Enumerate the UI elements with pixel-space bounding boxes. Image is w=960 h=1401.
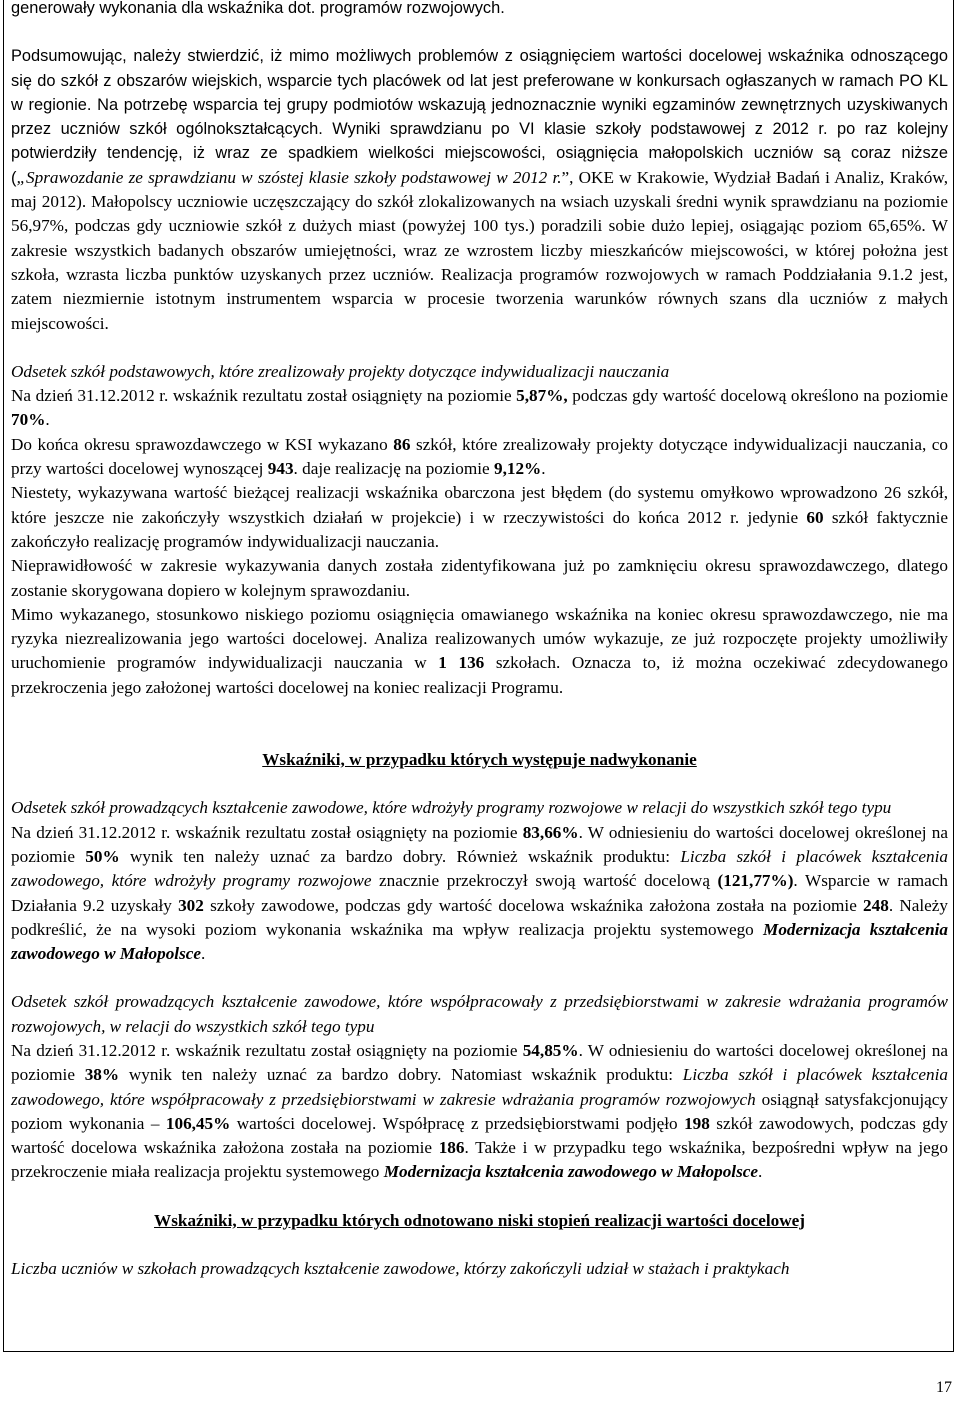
text-run: . Także i w przypadku tego wskaźnika, bezpośredni wpływ na jego przekroczenie miała realizacja projektu systemowego	[11, 1138, 948, 1182]
value-bold: 54,85%	[522, 1040, 579, 1060]
text-run: szkół zawodowych, podczas gdy wartość docelowa wskaźnika założona została na poziomie	[11, 1113, 948, 1158]
indicator3-title: Odsetek szkół prowadzących kształcenie zawodowe, które współpracowały z przedsiębiorstwami w zakresie wdrażania programów rozwojowych, w relacji do wszystkich szkół tego typu	[11, 992, 948, 1036]
spacer	[11, 700, 948, 724]
summary-text-a: Podsumowując, należy stwierdzić, iż mimo możliwych problemów z osiągnięciem wartości docelowej wskaźnika odnoszącego się do szkół z obszarów wiejskich, wsparcie tych placówek od lat jest preferowane w konkursach ogłaszanych w ramach PO KL w regionie. Na potrzebę wsparcia tej grupy podmiotów wskazują jednoznacznie wyniki egzaminów zewnętrznych uzyskiwanych przez uczniów szkół ogólnokształcących.	[11, 47, 948, 139]
page-content	[11, 0, 948, 1281]
summary-text-d: ”, OKE w Krakowie, Wydział Badań i Analiz, Kraków, maj 2012). Małopolscy uczniowie uczęszczający do szkół zlokalizowanych na wsiach uzyskali średni wynik sprawdzianu na poziomie 56,97%, podczas gdy uczniowie szkół z dużych miast (powyżej 100 tys.) poradzili sobie dużo lepiej, osiągając poziom 65,65%. W zakresie wszystkich badanych obszarów umiejętności, wraz ze wzrostem liczby mieszkańców miejscowości, w której położna jest szkoła, wzrasta liczba punktów uzyskanych przez uczniów. Realizacja programów rozwojowych w ramach Poddziałania 9.1.2 jest, zatem niezmiernie istotnym instrumentem wsparcia w procesie tworzenia warunków równych szans dla uczniów z małych miejscowości.	[11, 167, 948, 333]
text-run: .	[45, 410, 50, 430]
indicator3-result	[11, 1039, 948, 1185]
indicator1-error	[11, 481, 948, 554]
value-bold: 186	[438, 1138, 465, 1158]
spacer	[11, 772, 948, 796]
text-run: szkołach. Oznacza to, iż można oczekiwać zdecydowanego przekroczenia jego założonej wartości docelowej na koniec realizacji Programu.	[11, 653, 949, 697]
text-run: podczas gdy wartość docelową określono na poziomie	[567, 386, 948, 406]
value-bold: 83,66%	[522, 822, 579, 842]
indicator1-ksi	[11, 433, 948, 482]
spacer	[11, 336, 948, 360]
indicator4-title: Liczba uczniów w szkołach prowadzących kształcenie zawodowe, którzy zakończyli udział w stażach i praktykach	[11, 1259, 790, 1279]
indicator2-result	[11, 821, 948, 967]
text-run: wynik ten należy uznać za bardzo dobry. Natomiast wskaźnik produktu:	[119, 1065, 683, 1085]
indicator1-result	[11, 384, 948, 433]
spacer	[11, 724, 948, 748]
text-run: znacznie przekroczył swoją wartość docelową	[371, 871, 718, 891]
product-indicator-name: Liczba szkół i placówek kształcenia zawodowego, które współpracowały z przedsiębiorstwami w zakresie wdrażania programów rozwojowych	[11, 1065, 948, 1109]
text-run: .	[201, 944, 206, 964]
text-run: .	[758, 1162, 763, 1182]
value-bold: 198	[684, 1113, 710, 1133]
text-run: osiągnął satysfakcjonujący poziom wykonania –	[11, 1089, 948, 1133]
page-number: 17	[936, 1379, 952, 1396]
project-name: Modernizacja kształcenia zawodowego w Małopolsce	[383, 1162, 759, 1182]
text-run: szkół faktycznie zakończyło realizację programów indywidualizacji nauczania.	[11, 507, 948, 551]
text-run: . daje realizację na poziomie	[293, 459, 494, 479]
value-bold: 9,12%	[493, 459, 542, 479]
text-run: . Wsparcie w ramach Działania 9.2 uzyskały	[11, 871, 948, 915]
value-bold: 106,45%	[165, 1113, 231, 1133]
project-name: Modernizacja kształcenia zawodowego w Małopolsce	[11, 919, 949, 964]
indicator2-title: Odsetek szkół prowadzących kształcenie zawodowe, które wdrożyły programy rozwojowe w relacji do wszystkich szkół tego typu	[11, 798, 892, 818]
spacer	[11, 1185, 948, 1209]
indicator1-outlook	[11, 603, 948, 700]
summary-paragraph	[11, 44, 948, 336]
report-citation: „Sprawozdanie ze sprawdzianu w szóstej klasie szkoły podstawowej w 2012 r.	[16, 167, 562, 187]
summary-text-b: Wyniki sprawdzianu po VI klasie szkoły podstawowej z 2012 r. po raz kolejny potwierdziły tendencję, iż wraz ze spadkiem wielkości miejscowości, osiągnięcia małopolskich uczniów są coraz niższe (	[11, 120, 948, 187]
text-run: Do końca okresu sprawozdawczego w KSI wykazano	[11, 434, 394, 454]
indicator1-title: Odsetek szkół podstawowych, które zrealizowały projekty dotyczące indywidualizacji nauczania	[11, 361, 670, 381]
text-run: Mimo wykazanego, stosunkowo niskiego poziomu osiągnięcia omawianego wskaźnika na koniec okresu sprawozdawczego, nie ma ryzyka niezrealizowania jego wartości docelowej. Analiza realizowanych umów wykazuje, ze już rozpoczęte projekty umożliwiły uruchomienie programów indywidualizacji nauczania w	[11, 604, 948, 673]
product-indicator-name: Liczba szkół i placówek kształcenia zawodowego, które wdrożyły programy rozwojowe	[11, 846, 948, 891]
value-bold: 86	[393, 434, 411, 454]
value-bold: 60	[806, 507, 824, 527]
text-run: . W odniesieniu do wartości docelowej określonej na poziomie	[11, 822, 949, 866]
section-heading-overperformance: Wskaźniki, w przypadku których występuje nadwykonanie	[262, 750, 697, 770]
text-run: Na dzień 31.12.2012 r. wskaźnik rezultatu został osiągnięty na poziomie	[11, 1040, 523, 1060]
value-bold: 70%	[11, 410, 46, 430]
spacer	[11, 20, 948, 44]
value-bold: 248	[863, 895, 889, 915]
value-bold: 38%	[84, 1065, 120, 1085]
text-run: Na dzień 31.12.2012 r. wskaźnik rezultatu został osiągnięty na poziomie	[11, 386, 517, 406]
indicator1-correction: Nieprawidłowość w zakresie wykazywania danych została zidentyfikowana już po zamknięciu okresu sprawozdawczego, dlatego zostanie skorygowana dopiero w kolejnym sprawozdaniu.	[11, 556, 948, 600]
text-run: szkół, które zrealizowały projekty dotyczące indywidualizacji nauczania, co przy wartości docelowej wynoszącej	[11, 434, 948, 479]
text-run: Na dzień 31.12.2012 r. wskaźnik rezultatu został osiągnięty na poziomie	[11, 822, 523, 842]
value-bold: 943	[267, 459, 294, 479]
spacer	[11, 966, 948, 990]
text-run: wynik ten należy uznać za bardzo dobry. Również wskaźnik produktu:	[119, 846, 681, 866]
top-line: generowały wykonania dla wskaźnika dot. programów rozwojowych.	[11, 0, 505, 17]
text-run: wartości docelowej. Współpracę z przedsiębiorstwami podjęło	[230, 1113, 685, 1133]
text-run: . Należy podkreślić, że na wysoki poziom wykonania wskaźnika ma wpływ realizacja projektu systemowego	[11, 895, 949, 939]
value-bold: 5,87%,	[516, 386, 568, 406]
text-run: Niestety, wykazywana wartość bieżącej realizacji wskaźnika obarczona jest błędem (do systemu omyłkowo wprowadzono 26 szkół, które jeszcze nie zakończyły wszystkich działań w projekcie) i w rzeczywistości do końca 2012 r. jedynie	[11, 483, 948, 527]
text-run: szkoły zawodowe, podczas gdy wartość docelowa wskaźnika założona została na poziomie	[203, 895, 864, 915]
value-bold: (121,77%)	[717, 871, 794, 891]
text-run: .	[541, 459, 546, 479]
value-bold: 50%	[85, 846, 120, 866]
text-run: . W odniesieniu do wartości docelowej określonej na poziomie	[11, 1040, 949, 1085]
section-heading-low-realization: Wskaźniki, w przypadku których odnotowano niski stopień realizacji wartości docelowej	[154, 1210, 805, 1230]
value-bold: 1 136	[438, 653, 485, 673]
value-bold: 302	[178, 895, 204, 915]
spacer	[11, 1233, 948, 1257]
